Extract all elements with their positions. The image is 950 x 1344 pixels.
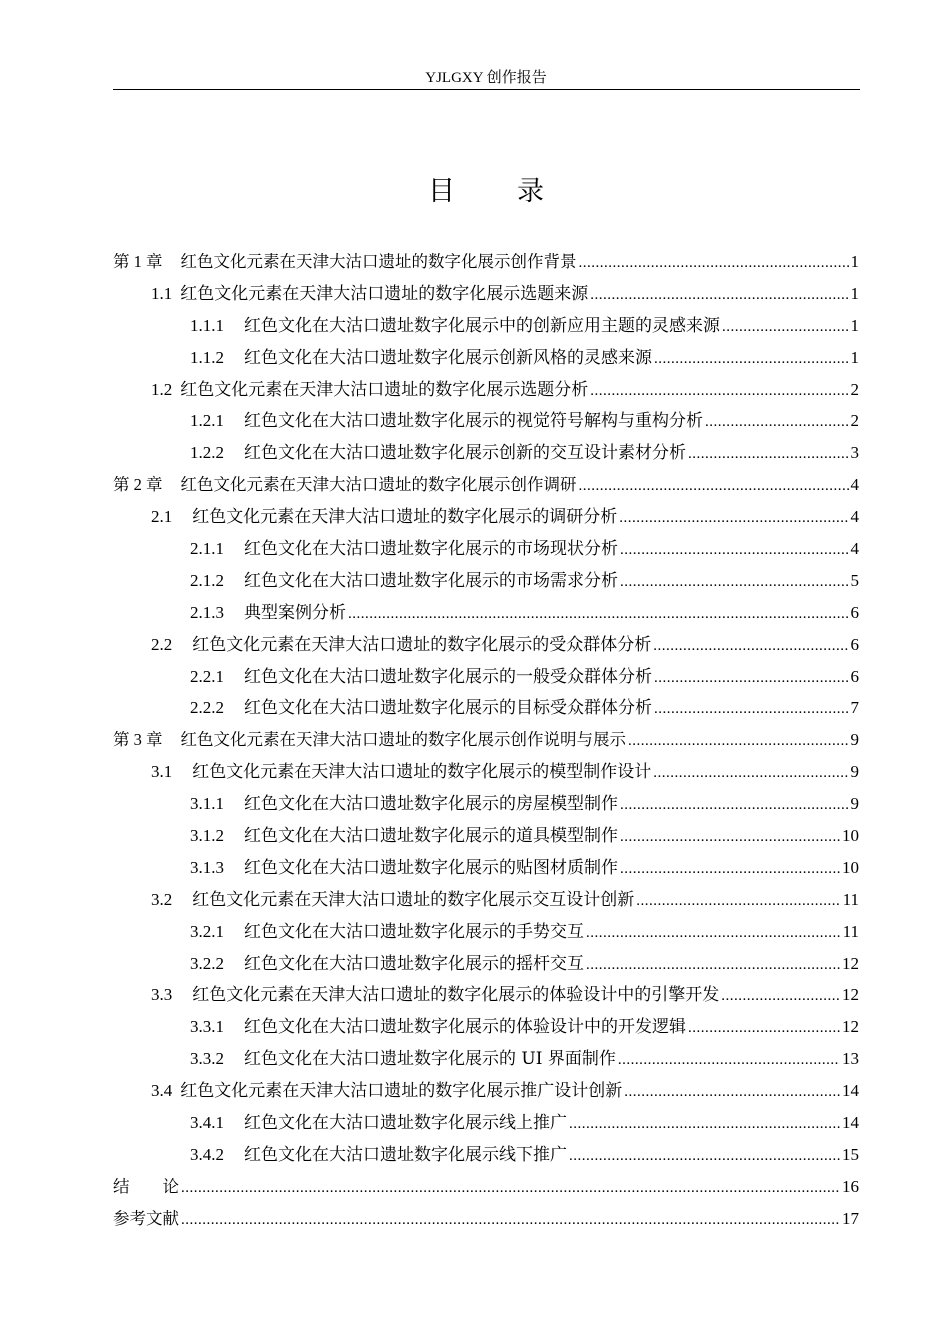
toc-entry[interactable] xyxy=(113,246,859,278)
toc-entry-number: 2.1.3 xyxy=(190,602,224,622)
toc-entry-page: 1 xyxy=(850,252,859,271)
toc-entry-page: 13 xyxy=(842,1049,859,1069)
toc-entry[interactable] xyxy=(113,533,859,565)
toc-entry-page: 10 xyxy=(842,826,859,846)
toc-entry[interactable] xyxy=(113,1171,859,1203)
toc-dot-leader xyxy=(586,950,840,980)
toc-dot-leader xyxy=(705,407,849,437)
toc-entry-title: 结 论 xyxy=(113,1176,179,1196)
toc-dot-leader xyxy=(569,1109,840,1139)
toc-dot-leader xyxy=(620,567,849,597)
toc-entry-number: 第 3 章 xyxy=(113,730,163,750)
toc-entry-page: 14 xyxy=(842,1113,859,1133)
toc-entry-page: 4 xyxy=(850,507,859,527)
toc-entry[interactable] xyxy=(113,342,859,374)
toc-dot-leader xyxy=(722,312,849,342)
toc-entry-number: 3.1.3 xyxy=(190,857,224,877)
toc-entry-title: 红色文化元素在天津大沽口遗址的数字化展示选题来源 xyxy=(180,283,589,304)
toc-entry-number: 3.4.2 xyxy=(190,1144,224,1164)
toc-entry-title: 红色文化在大沽口遗址数字化展示的市场需求分析 xyxy=(244,570,618,591)
toc-entry-number: 2.2.1 xyxy=(190,666,224,686)
toc-entry-title: 红色文化在大沽口遗址数字化展示创新风格的灵感来源 xyxy=(244,347,652,368)
toc-entry-page: 3 xyxy=(850,443,859,463)
toc-entry-title: 红色文化在大沽口遗址数字化展示线下推广 xyxy=(244,1144,567,1165)
header-rule xyxy=(113,89,860,90)
toc-entry-number: 3.1.1 xyxy=(190,794,224,814)
toc-entry-number: 1.2.2 xyxy=(190,443,224,463)
toc-entry[interactable] xyxy=(113,788,859,820)
toc-dot-leader xyxy=(688,439,849,469)
toc-entry-number: 2.1.2 xyxy=(190,570,224,590)
toc-entry-page: 5 xyxy=(850,570,859,590)
toc-dot-leader xyxy=(569,1141,840,1171)
toc-dot-leader xyxy=(624,1077,840,1107)
toc-entry-number: 3.4.1 xyxy=(190,1113,224,1133)
toc-entry[interactable] xyxy=(113,501,859,533)
toc-entry-title: 红色文化在大沽口遗址数字化展示的市场现状分析 xyxy=(244,539,618,560)
toc-entry-page: 12 xyxy=(842,953,859,973)
toc-entry-title: 红色文化元素在天津大沽口遗址的数字化展示创作说明与展示 xyxy=(180,730,626,750)
toc-entry-number: 3.3.2 xyxy=(190,1049,224,1069)
toc-dot-leader xyxy=(620,790,849,820)
toc-entry-number: 1.2.1 xyxy=(190,411,224,431)
toc-dot-leader xyxy=(654,663,849,693)
toc-entry-page: 14 xyxy=(842,1081,859,1101)
toc-dot-leader xyxy=(654,694,849,724)
toc-entry-number: 3.4 xyxy=(151,1081,173,1101)
toc-dot-leader xyxy=(590,376,848,406)
toc-dot-leader xyxy=(654,344,849,374)
toc-dot-leader xyxy=(579,471,849,501)
toc-entry-page: 16 xyxy=(842,1176,859,1196)
toc-entry-title: 红色文化在大沽口遗址数字化展示线上推广 xyxy=(244,1113,567,1134)
toc-entry-page: 4 xyxy=(850,539,859,559)
toc-entry-number: 3.1 xyxy=(151,762,173,782)
toc-title xyxy=(113,172,859,212)
toc-entry-page: 1 xyxy=(850,347,859,367)
toc-entry-number: 第 1 章 xyxy=(113,252,163,271)
toc-entry-title: 红色文化元素在天津大沽口遗址的数字化展示选题分析 xyxy=(180,379,589,400)
toc-entry-page: 12 xyxy=(842,985,859,1005)
toc-entry-title: 红色文化在大沽口遗址数字化展示的道具模型制作 xyxy=(244,826,618,847)
toc-dot-leader xyxy=(579,248,849,278)
toc-entry-page: 15 xyxy=(842,1144,859,1164)
toc-entry[interactable] xyxy=(113,469,859,501)
toc-entry-number: 3.1.2 xyxy=(190,826,224,846)
toc-entry-title: 红色文化在大沽口遗址数字化展示的一般受众群体分析 xyxy=(244,666,652,687)
toc-entry-page: 6 xyxy=(850,666,859,686)
toc-entry-number: 2.1 xyxy=(151,507,173,527)
toc-dot-leader xyxy=(590,280,848,310)
toc-entry-page: 12 xyxy=(842,1017,859,1037)
toc-entry-page: 1 xyxy=(850,315,859,335)
toc-entry[interactable] xyxy=(113,374,859,406)
toc-entry-page: 9 xyxy=(850,762,859,782)
toc-entry-number: 第 2 章 xyxy=(113,475,163,495)
toc-dot-leader xyxy=(721,981,840,1011)
toc-entry-number: 1.1 xyxy=(151,283,173,303)
toc-dot-leader xyxy=(653,631,848,661)
toc-entry[interactable] xyxy=(113,405,859,437)
toc-entry[interactable] xyxy=(113,1107,859,1139)
toc-entry-page: 1 xyxy=(850,283,859,303)
toc-entry-page: 7 xyxy=(850,698,859,718)
toc-entry-title: 红色文化在大沽口遗址数字化展示的视觉符号解构与重构分析 xyxy=(244,411,703,432)
toc-entry-number: 3.2.1 xyxy=(190,921,224,941)
table-of-contents xyxy=(113,246,859,1235)
toc-entry[interactable] xyxy=(113,724,859,756)
toc-entry-title: 红色文化元素在天津大沽口遗址的数字化展示交互设计创新 xyxy=(192,889,635,910)
toc-entry-page: 10 xyxy=(842,857,859,877)
toc-dot-leader xyxy=(348,599,849,629)
toc-dot-leader xyxy=(620,854,840,884)
toc-entry-number: 2.1.1 xyxy=(190,539,224,559)
toc-dot-leader xyxy=(620,535,849,565)
toc-entry[interactable] xyxy=(113,1139,859,1171)
toc-entry-title: 红色文化元素在天津大沽口遗址的数字化展示的受众群体分析 xyxy=(192,634,652,655)
toc-entry-title: 红色文化元素在天津大沽口遗址的数字化展示的模型制作设计 xyxy=(192,762,652,783)
toc-entry[interactable] xyxy=(113,1075,859,1107)
toc-entry-title: 红色文化在大沽口遗址数字化展示的摇杆交互 xyxy=(244,953,584,974)
toc-title-char-1: 目 xyxy=(428,176,455,207)
toc-dot-leader xyxy=(586,918,841,948)
toc-entry-number: 1.2 xyxy=(151,379,173,399)
toc-entry-title: 典型案例分析 xyxy=(244,602,346,623)
toc-entry-title: 红色文化元素在天津大沽口遗址的数字化展示创作调研 xyxy=(180,475,577,495)
toc-entry-page: 11 xyxy=(842,889,859,909)
toc-entry[interactable] xyxy=(113,1043,859,1075)
toc-entry-number: 2.2 xyxy=(151,634,173,654)
toc-dot-leader xyxy=(636,886,840,916)
toc-dot-leader xyxy=(688,1013,840,1043)
toc-entry[interactable] xyxy=(113,1203,859,1235)
toc-entry[interactable] xyxy=(113,948,859,980)
toc-entry[interactable] xyxy=(113,629,859,661)
toc-entry-number: 3.2.2 xyxy=(190,953,224,973)
toc-entry[interactable] xyxy=(113,278,859,310)
toc-dot-leader xyxy=(619,503,848,533)
toc-entry[interactable] xyxy=(113,756,859,788)
toc-entry-title: 红色文化元素在天津大沽口遗址的数字化展示的体验设计中的引擎开发 xyxy=(192,985,720,1006)
toc-entry-title: 红色文化在大沽口遗址数字化展示的目标受众群体分析 xyxy=(244,698,652,719)
toc-entry[interactable] xyxy=(113,565,859,597)
toc-entry[interactable] xyxy=(113,692,859,724)
toc-entry[interactable] xyxy=(113,597,859,629)
toc-entry-number: 3.3.1 xyxy=(190,1017,224,1037)
toc-entry-number: 1.1.1 xyxy=(190,315,224,335)
toc-entry-page: 11 xyxy=(842,921,859,941)
toc-dot-leader xyxy=(620,822,840,852)
toc-entry[interactable] xyxy=(113,661,859,693)
toc-entry-title: 红色文化元素在天津大沽口遗址的数字化展示推广设计创新 xyxy=(180,1081,623,1102)
toc-dot-leader xyxy=(618,1045,840,1075)
toc-dot-leader xyxy=(628,726,849,756)
toc-entry-number: 2.2.2 xyxy=(190,698,224,718)
toc-entry-page: 9 xyxy=(850,794,859,814)
toc-entry-title: 红色文化在大沽口遗址数字化展示的手势交互 xyxy=(244,921,584,942)
toc-dot-leader xyxy=(181,1173,840,1203)
toc-entry-title: 红色文化元素在天津大沽口遗址的数字化展示的调研分析 xyxy=(192,507,618,528)
toc-entry-number: 3.3 xyxy=(151,985,173,1005)
toc-entry[interactable] xyxy=(113,852,859,884)
toc-entry-page: 9 xyxy=(850,730,859,750)
toc-entry-page: 4 xyxy=(850,475,859,495)
toc-entry[interactable] xyxy=(113,979,859,1011)
toc-entry-title: 红色文化在大沽口遗址数字化展示的贴图材质制作 xyxy=(244,857,618,878)
toc-entry[interactable] xyxy=(113,916,859,948)
toc-dot-leader xyxy=(181,1205,840,1235)
toc-entry-title: 红色文化在大沽口遗址数字化展示创新的交互设计素材分析 xyxy=(244,443,686,464)
toc-entry-page: 2 xyxy=(850,411,859,431)
toc-entry-title: 红色文化在大沽口遗址数字化展示的房屋模型制作 xyxy=(244,794,618,815)
toc-entry-number: 1.1.2 xyxy=(190,347,224,367)
toc-entry[interactable] xyxy=(113,884,859,916)
toc-entry-page: 6 xyxy=(850,634,859,654)
toc-dot-leader xyxy=(653,758,848,788)
toc-entry-title: 红色文化在大沽口遗址数字化展示的体验设计中的开发逻辑 xyxy=(244,1017,686,1038)
toc-entry-page: 17 xyxy=(842,1208,859,1228)
toc-title-char-2: 录 xyxy=(517,176,544,207)
toc-entry-page: 6 xyxy=(850,602,859,622)
toc-entry-title: 参考文献 xyxy=(113,1208,179,1228)
toc-entry-title: 红色文化在大沽口遗址数字化展示中的创新应用主题的灵感来源 xyxy=(244,315,720,336)
toc-entry-page: 2 xyxy=(850,379,859,399)
toc-entry-title: 红色文化在大沽口遗址数字化展示的 UI 界面制作 xyxy=(244,1049,616,1070)
toc-entry[interactable] xyxy=(113,820,859,852)
page-header: YJLGXY 创作报告 xyxy=(425,70,547,86)
toc-entry[interactable] xyxy=(113,310,859,342)
toc-entry-title: 红色文化元素在天津大沽口遗址的数字化展示创作背景 xyxy=(180,252,577,271)
toc-entry[interactable] xyxy=(113,1011,859,1043)
toc-entry[interactable] xyxy=(113,437,859,469)
toc-entry-number: 3.2 xyxy=(151,889,173,909)
